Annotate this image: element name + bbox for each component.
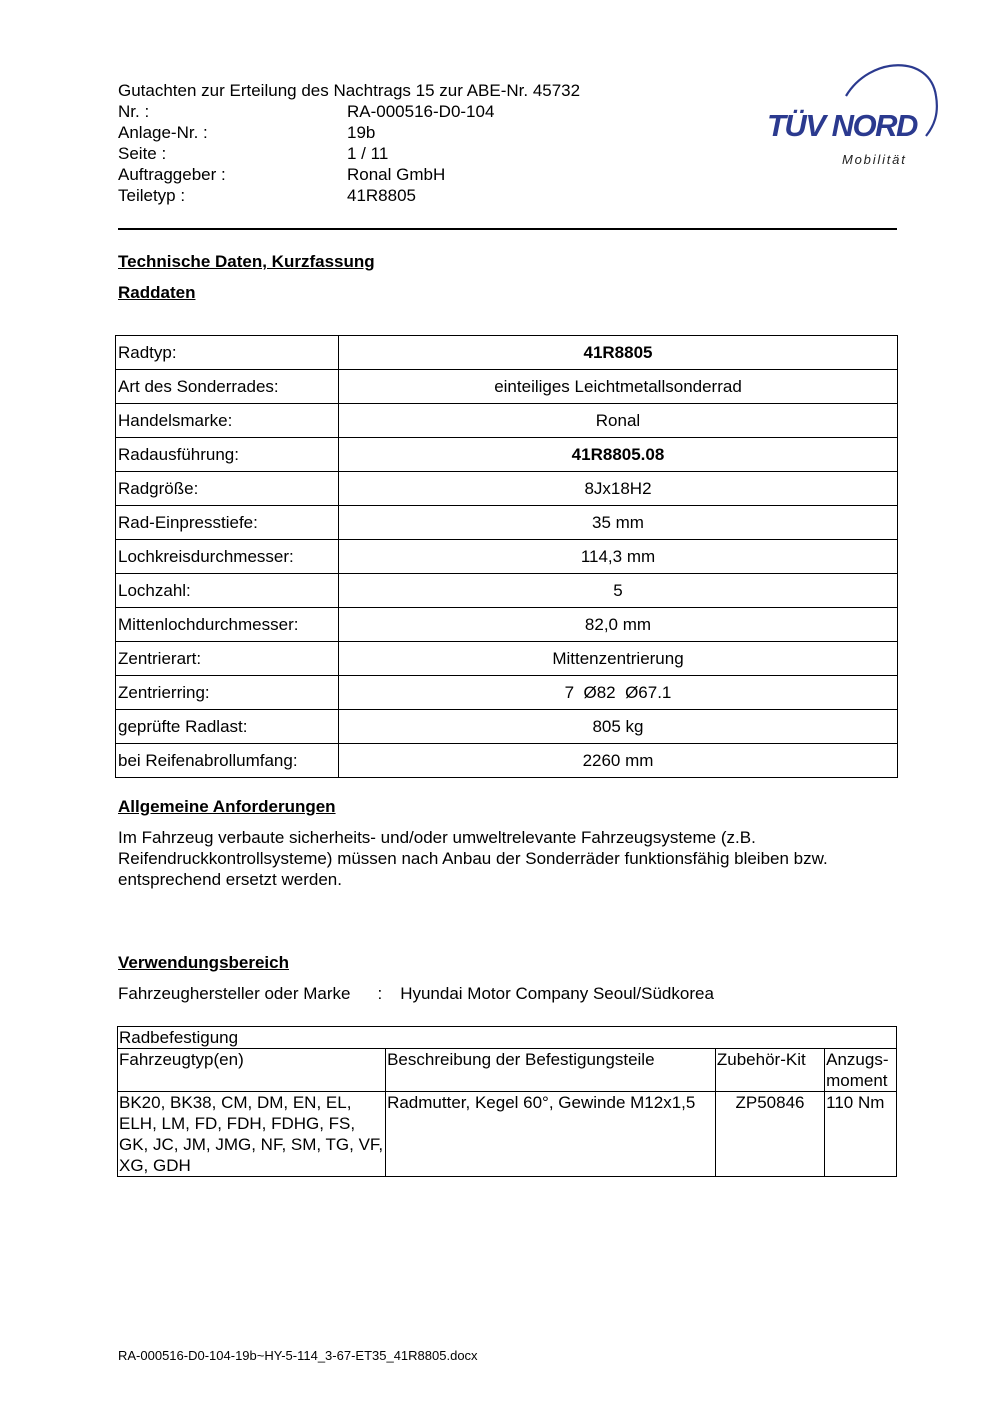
cell-description: Radmutter, Kegel 60°, Gewinde M12x1,5 <box>386 1092 716 1177</box>
row-value: 805 kg <box>339 710 898 744</box>
header-value: RA-000516-D0-104 <box>347 102 495 121</box>
row-value: 41R8805 <box>339 336 898 370</box>
cell-torque: 110 Nm <box>825 1092 897 1177</box>
section-heading-verwendungsbereich: Verwendungsbereich <box>118 953 289 972</box>
header-label: Teiletyp : <box>118 186 186 205</box>
row-label: Mittenlochdurchmesser: <box>116 608 339 642</box>
header-row-anlage <box>118 122 678 143</box>
tuev-nord-logo <box>760 56 940 172</box>
logo-wordmark: TÜV NORD <box>767 108 917 143</box>
table-row <box>116 608 898 642</box>
logo-subtitle: Mobilität <box>842 152 907 167</box>
section-heading-allgemeine-anforderungen: Allgemeine Anforderungen <box>118 797 336 816</box>
row-label: Lochzahl: <box>116 574 339 608</box>
header-value: Ronal GmbH <box>347 165 446 184</box>
table-row <box>116 506 898 540</box>
table-row <box>116 472 898 506</box>
header-value: 41R8805 <box>347 186 417 205</box>
manufacturer-line <box>118 984 714 1004</box>
column-header: Beschreibung der Befestigungsteile <box>386 1049 716 1092</box>
row-label: geprüfte Radlast: <box>116 710 339 744</box>
table-row <box>116 744 898 778</box>
column-header: Fahrzeugtyp(en) <box>118 1049 386 1092</box>
row-value: 8Jx18H2 <box>339 472 898 506</box>
table-row <box>116 438 898 472</box>
row-label: Radausführung: <box>116 438 339 472</box>
row-value: 7 Ø82 Ø67.1 <box>339 676 898 710</box>
row-value: 35 mm <box>339 506 898 540</box>
row-label: Rad-Einpresstiefe: <box>116 506 339 540</box>
header-row-auftraggeber <box>118 164 678 185</box>
table-row <box>116 676 898 710</box>
header-label: Auftraggeber : <box>118 165 226 184</box>
table-row <box>116 540 898 574</box>
section-heading-technische-daten: Technische Daten, Kurzfassung <box>118 252 375 271</box>
header-value: 19b <box>347 123 376 142</box>
footer-filename: RA-000516-D0-104-19b~HY-5-114_3-67-ET35_41R8805.docx <box>118 1348 478 1363</box>
header-label: Seite : <box>118 144 167 163</box>
table-row <box>116 404 898 438</box>
document-header <box>118 80 678 206</box>
cell-vehicle-types: BK20, BK38, CM, DM, EN, EL, ELH, LM, FD, FDH, FDHG, FS, GK, JC, JM, JMG, NF, SM, TG, VF, XG, GDH <box>118 1092 386 1177</box>
document-title: Gutachten zur Erteilung des Nachtrags 15 zur ABE-Nr. 45732 <box>118 81 581 100</box>
row-value: Ronal <box>339 404 898 438</box>
section-heading-raddaten: Raddaten <box>118 283 196 302</box>
header-divider <box>118 228 897 230</box>
table-row <box>116 710 898 744</box>
row-value: 82,0 mm <box>339 608 898 642</box>
row-value: 41R8805.08 <box>339 438 898 472</box>
header-value: 1 / 11 <box>347 144 389 163</box>
header-row-teiletyp <box>118 185 678 206</box>
column-header: Zubehör-Kit <box>715 1049 824 1092</box>
header-label: Anlage-Nr. : <box>118 123 208 142</box>
row-label: Radgröße: <box>116 472 339 506</box>
column-header: Anzugs-moment <box>825 1049 897 1092</box>
table-row <box>118 1092 897 1177</box>
row-label: Art des Sonderrades: <box>116 370 339 404</box>
row-label: Radtyp: <box>116 336 339 370</box>
row-value: 114,3 mm <box>339 540 898 574</box>
cell-kit: ZP50846 <box>715 1092 824 1177</box>
table-header-row <box>118 1049 897 1092</box>
row-label: bei Reifenabrollumfang: <box>116 744 339 778</box>
table-row <box>116 574 898 608</box>
raddaten-table <box>115 335 898 778</box>
header-row-nr <box>118 101 678 122</box>
row-value: 5 <box>339 574 898 608</box>
allgemeine-anforderungen-text: Im Fahrzeug verbaute sicherheits- und/oder umweltrelevante Fahrzeugsysteme (z.B. Reifendruckkontrollsysteme) müssen nach Anbau der Sonderräder funktionsfähig bleiben bzw. entsprechend ersetzt werden. <box>118 828 828 889</box>
header-row-seite <box>118 143 678 164</box>
table-row <box>116 642 898 676</box>
row-value: 2260 mm <box>339 744 898 778</box>
radbefestigung-table <box>117 1026 897 1177</box>
table-title: Radbefestigung <box>118 1027 897 1049</box>
row-label: Zentrierart: <box>116 642 339 676</box>
table-row <box>116 370 898 404</box>
manufacturer-separator: : <box>377 984 383 1003</box>
row-label: Lochkreisdurchmesser: <box>116 540 339 574</box>
row-value: einteiliges Leichtmetallsonderrad <box>339 370 898 404</box>
row-label: Zentrierring: <box>116 676 339 710</box>
row-value: Mittenzentrierung <box>339 642 898 676</box>
table-title-row <box>118 1027 897 1049</box>
manufacturer-value: Hyundai Motor Company Seoul/Südkorea <box>400 984 714 1003</box>
manufacturer-label: Fahrzeughersteller oder Marke <box>118 984 351 1003</box>
row-label: Handelsmarke: <box>116 404 339 438</box>
table-row <box>116 336 898 370</box>
header-label: Nr. : <box>118 102 150 121</box>
